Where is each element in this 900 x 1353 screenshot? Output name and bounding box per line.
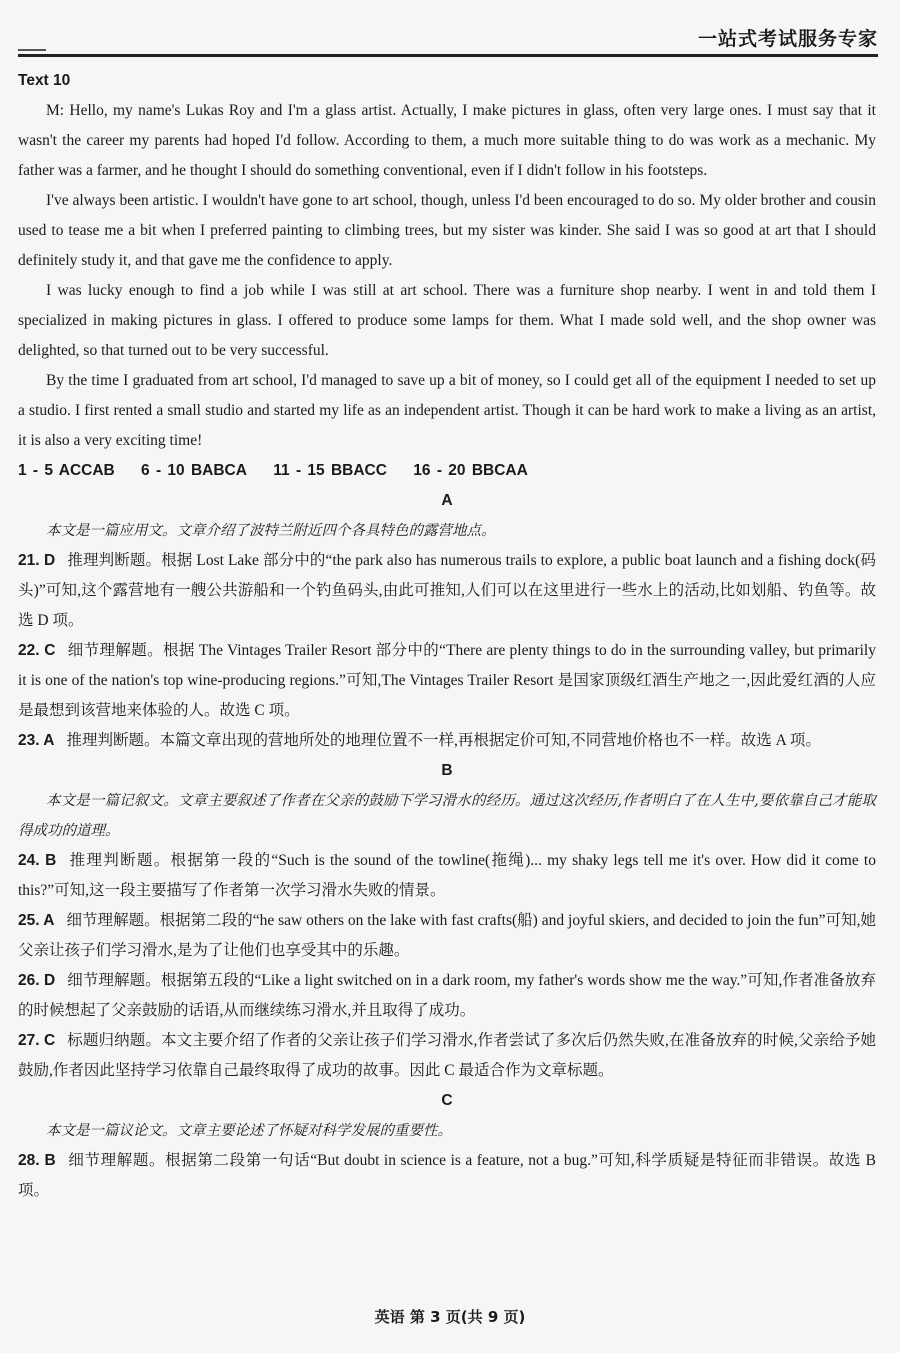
header-mark [18, 49, 46, 51]
question-number: 25. A [18, 912, 55, 929]
section-summary: 本文是一篇议论文。文章主要论述了怀疑对科学发展的重要性。 [46, 1123, 452, 1139]
question-number: 27. C [18, 1032, 56, 1049]
answer-explanation [18, 546, 876, 636]
page-footer: 英语 第 3 页(共 9 页) [374, 1308, 526, 1326]
answer-group: 6 - 10 BABCA [141, 462, 247, 479]
transcript-paragraph: By the time I graduated from art school, I'd managed to save up a bit of money, so I could get all of the equipment I needed to set up a studio. I first rented a small studio and started my life as an independent artist. Though it can be hard work to make a living as an artist, it is also a very exciting time! [18, 372, 876, 449]
answer-group: 16 - 20 BBCAA [413, 462, 528, 479]
question-number: 26. D [18, 972, 56, 989]
answer-group: 1 - 5 ACCAB [18, 462, 115, 479]
answer-explanation [18, 906, 876, 966]
answer-group: 11 - 15 BBACC [273, 462, 387, 479]
answer-explanation [18, 1146, 876, 1206]
explanation-text: 细节理解题。根据第二段的“he saw others on the lake with fast crafts(船) and joyful skiers, and decided to join the fun”可知,她父亲让孩子们学习滑水,是为了让他们也享受其中的乐趣。 [18, 912, 876, 959]
explanation-text: 细节理解题。根据第二段第一句话“But doubt in science is a feature, not a bug.”可知,科学质疑是特征而非错误。故选 B 项。 [18, 1152, 876, 1199]
text-title: Text 10 [18, 72, 71, 89]
question-number: 28. B [18, 1152, 56, 1169]
question-number: 21. D [18, 552, 56, 569]
page-header [18, 18, 878, 57]
explanation-text: 细节理解题。根据第五段的“Like a light switched on in a dark room, my father's words show me the way.”可知,作者准备放弃的时候想起了父亲鼓励的话语,从而继续练习滑水,并且取得了成功。 [18, 972, 876, 1019]
answer-key [18, 456, 876, 486]
section-summary: 本文是一篇应用文。文章介绍了波特兰附近四个各具特色的露营地点。 [46, 523, 496, 539]
explanation-text: 推理判断题。根据第一段的“Such is the sound of the towline(拖绳)... my shaky legs tell me it's over. How did it come to this?”可知,这一段主要描写了作者第一次学习滑水失败的情景。 [18, 852, 876, 899]
explanation-text: 标题归纳题。本文主要介绍了作者的父亲让孩子们学习滑水,作者尝试了多次后仍然失败,在准备放弃的时候,父亲给予她鼓励,作者因此坚持学习依靠自己最终取得了成功的故事。因此 C 最适合作为文章标题。 [18, 1032, 876, 1079]
answer-explanation [18, 966, 876, 1026]
question-number: 23. A [18, 732, 55, 749]
answer-explanation [18, 636, 876, 726]
transcript-paragraph: I was lucky enough to find a job while I was still at art school. There was a furniture shop nearby. I went in and told them I specialized in making pictures in glass. I offered to produce some lamps for them. What I made sold well, and the shop owner was delighted, so that turned out to be very successful. [18, 282, 876, 359]
question-number: 24. B [18, 852, 57, 869]
section-heading: C [441, 1092, 453, 1109]
section-summary: 本文是一篇记叙文。文章主要叙述了作者在父亲的鼓励下学习滑水的经历。通过这次经历,作者明白了在人生中,要依靠自己才能取得成功的道理。 [18, 793, 876, 839]
answer-explanation [18, 846, 876, 906]
section-heading: A [441, 492, 453, 509]
answer-explanation [18, 726, 876, 756]
explanation-text: 细节理解题。根据 The Vintages Trailer Resort 部分中的“There are plenty things to do in the surrounding valley, but primarily it is one of the nation's top wine-producing regions.”可知,The Vintages Trailer Resort 是国家顶级红酒生产地之一,因此爱红酒的人应是最想到该营地来体验的人。故选 C 项。 [18, 642, 876, 719]
section-heading: B [441, 762, 453, 779]
explanation-text: 推理判断题。本篇文章出现的营地所处的地理位置不一样,再根据定价可知,不同营地价格也不一样。故选 A 项。 [66, 732, 821, 749]
transcript-paragraph: M: Hello, my name's Lukas Roy and I'm a glass artist. Actually, I make pictures in glass, often very large ones. I must say that it wasn't the career my parents had hoped I'd follow. According to them, a much more suitable thing to do was work as a mechanic. My father was a farmer, and he thought I should do something conventional, even if I didn't follow in his footsteps. [18, 102, 876, 179]
answer-explanation [18, 1026, 876, 1086]
question-number: 22. C [18, 642, 56, 659]
transcript-paragraph: I've always been artistic. I wouldn't have gone to art school, though, unless I'd been encouraged to do so. My older brother and cousin used to tease me a bit when I preferred painting to climbing trees, but my sister was kinder. She said I was so good at art that I should definitely study it, and that gave me the confidence to apply. [18, 192, 876, 269]
header-brand: 一站式考试服务专家 [697, 28, 878, 50]
page-content [18, 66, 876, 1206]
explanation-text: 推理判断题。根据 Lost Lake 部分中的“the park also has numerous trails to explore, a public boat launch and a fishing dock(码头)”可知,这个露营地有一艘公共游船和一个钓鱼码头,由此可推知,人们可以在这里进行一些水上的活动,比如划船、钓鱼等。故选 D 项。 [18, 552, 876, 629]
